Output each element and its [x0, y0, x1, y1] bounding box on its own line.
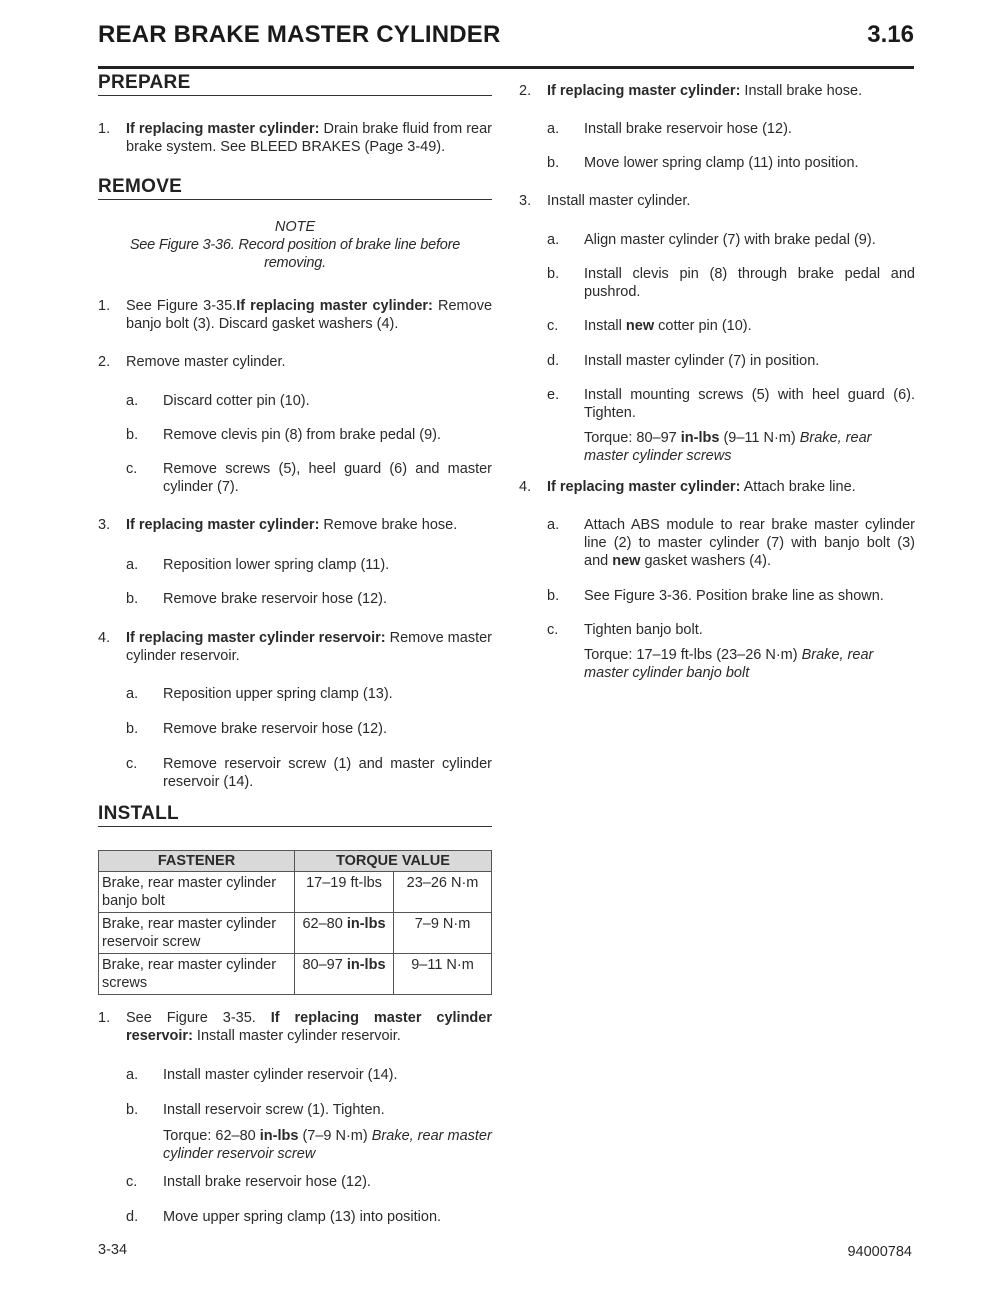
substep-text: Install clevis pin (8) through brake pedal and pushrod. — [584, 266, 915, 300]
torque-spec: Torque: 62–80 in-lbs (7–9 N·m) Brake, rear master cylinder reservoir screw — [163, 1128, 492, 1162]
substep-letter: a. — [547, 121, 560, 137]
substep-letter: b. — [547, 155, 560, 171]
document-number: 94000784 — [847, 1244, 912, 1260]
substep-text: Install new cotter pin (10). — [584, 318, 752, 334]
page-title: REAR BRAKE MASTER CYLINDER — [98, 21, 501, 48]
fastener-cell: Brake, rear master cylinder banjo bolt — [99, 872, 295, 913]
install-step-3e — [547, 386, 915, 422]
step-text: If replacing master cylinder: Remove brake hose. — [126, 517, 458, 533]
fastener-cell: Brake, rear master cylinder reservoir screw — [99, 913, 295, 954]
remove-step-3a — [126, 556, 492, 574]
substep-text: Remove clevis pin (8) from brake pedal (9). — [163, 427, 442, 443]
substep-letter: e. — [547, 387, 560, 403]
substep-text: See Figure 3-36. Position brake line as shown. — [584, 588, 884, 604]
substep-text: Install master cylinder (7) in position. — [584, 353, 820, 369]
note-title: NOTE — [274, 219, 316, 235]
page-header — [98, 21, 914, 69]
substep-text: Move lower spring clamp (11) into position. — [584, 155, 859, 171]
step-number: 4. — [98, 630, 111, 646]
substep-text: Attach ABS module to rear brake master cylinder line (2) to master cylinder (7) with banjo bolt (3) and new gasket washers (4). — [584, 517, 915, 569]
table-row — [99, 872, 492, 913]
step-text: Install master cylinder. — [547, 193, 691, 209]
step-text: If replacing master cylinder reservoir: Remove master cylinder reservoir. — [126, 630, 492, 664]
torque-metric-cell: 23–26 N·m — [394, 872, 492, 913]
install-step-3a — [547, 231, 915, 249]
step-number: 3. — [98, 517, 111, 533]
install-step-4a — [547, 516, 915, 570]
substep-letter: a. — [126, 393, 139, 409]
step-number: 1. — [98, 298, 111, 314]
install-step-2a — [547, 120, 915, 138]
substep-letter: d. — [547, 353, 560, 369]
substep-text: Install mounting screws (5) with heel guard (6). Tighten. — [584, 387, 915, 421]
substep-letter: b. — [126, 1102, 139, 1118]
step-text: See Figure 3-35. If replacing master cylinder reservoir: Install master cylinder reservoir. — [126, 1010, 492, 1044]
substep-letter: b. — [126, 591, 139, 607]
col-header-fastener: FASTENER — [99, 851, 295, 872]
step-number: 4. — [519, 479, 532, 495]
install-step-4c — [547, 621, 915, 639]
substep-letter: b. — [126, 427, 139, 443]
remove-step-4a — [126, 685, 492, 703]
substep-letter: b. — [547, 266, 560, 282]
substep-letter: b. — [547, 588, 560, 604]
step-number: 1. — [98, 1010, 111, 1026]
install-heading: INSTALL — [98, 805, 492, 827]
substep-text: Align master cylinder (7) with brake pedal (9). — [584, 232, 876, 248]
remove-step-4b — [126, 720, 492, 738]
remove-step-1 — [98, 297, 492, 333]
remove-step-4c — [126, 755, 492, 791]
remove-step-3 — [98, 516, 492, 534]
substep-text: Remove brake reservoir hose (12). — [163, 591, 388, 607]
install-step-4b — [547, 587, 915, 605]
install-step-3b — [547, 265, 915, 301]
torque-metric-cell: 9–11 N·m — [394, 954, 492, 995]
install-step-1 — [98, 1009, 492, 1045]
step-number: 2. — [98, 354, 111, 370]
step-text: See Figure 3-35.If replacing master cylinder: Remove banjo bolt (3). Discard gasket washers (4). — [126, 298, 493, 332]
substep-letter: c. — [126, 1174, 138, 1190]
substep-letter: a. — [126, 557, 139, 573]
fastener-cell: Brake, rear master cylinder screws — [99, 954, 295, 995]
remove-heading: REMOVE — [98, 178, 492, 200]
page-number: 3-34 — [98, 1242, 128, 1258]
install-step-3d — [547, 352, 915, 370]
substep-letter: a. — [547, 232, 560, 248]
substep-text: Remove brake reservoir hose (12). — [163, 721, 388, 737]
install-step-3c — [547, 317, 915, 335]
remove-step-4 — [98, 629, 492, 665]
step-number: 3. — [519, 193, 532, 209]
table-row — [99, 954, 492, 995]
step-text: If replacing master cylinder: Install brake hose. — [547, 83, 863, 99]
step-text: If replacing master cylinder: Drain brake fluid from rear brake system. See BLEED BRAKES (Page 3-49). — [126, 121, 492, 155]
install-step-1c — [126, 1173, 492, 1191]
install-step-1d — [126, 1208, 492, 1226]
substep-text: Install reservoir screw (1). Tighten. — [163, 1102, 385, 1118]
install-step-3 — [519, 192, 915, 210]
remove-step-2a — [126, 392, 492, 410]
install-step-1a — [126, 1066, 492, 1084]
torque-metric-cell: 7–9 N·m — [394, 913, 492, 954]
substep-text: Remove screws (5), heel guard (6) and master cylinder (7). — [163, 461, 492, 495]
torque-spec: Torque: 17–19 ft-lbs (23–26 N·m) Brake, rear master cylinder banjo bolt — [584, 647, 874, 681]
substep-letter: c. — [547, 622, 559, 638]
torque-table — [98, 850, 492, 995]
substep-letter: d. — [126, 1209, 139, 1225]
prepare-heading: PREPARE — [98, 74, 492, 96]
substep-letter: b. — [126, 721, 139, 737]
note-text: See Figure 3-36. Record position of brake line before removing. — [129, 237, 461, 271]
install-step-4 — [519, 478, 915, 496]
torque-spec: Torque: 80–97 in-lbs (9–11 N·m) Brake, rear master cylinder screws — [584, 430, 872, 464]
substep-letter: a. — [547, 517, 560, 533]
remove-step-2b — [126, 426, 492, 444]
substep-letter: a. — [126, 686, 139, 702]
install-step-2 — [519, 82, 915, 100]
col-header-torque: TORQUE VALUE — [295, 851, 492, 872]
remove-step-2 — [98, 353, 492, 371]
substep-letter: c. — [547, 318, 559, 334]
substep-text: Install master cylinder reservoir (14). — [163, 1067, 398, 1083]
substep-text: Reposition upper spring clamp (13). — [163, 686, 393, 702]
prepare-step-1 — [98, 120, 492, 156]
substep-text: Install brake reservoir hose (12). — [584, 121, 792, 137]
substep-text: Remove reservoir screw (1) and master cylinder reservoir (14). — [163, 756, 492, 790]
substep-text: Discard cotter pin (10). — [163, 393, 310, 409]
remove-step-2c — [126, 460, 492, 496]
step-number: 1. — [98, 121, 111, 137]
table-header-row — [99, 851, 492, 872]
substep-text: Install brake reservoir hose (12). — [163, 1174, 371, 1190]
substep-letter: c. — [126, 461, 138, 477]
install-step-2b — [547, 154, 915, 172]
install-step-1b — [126, 1101, 492, 1119]
substep-letter: c. — [126, 756, 138, 772]
torque-imperial-cell: 80–97 in-lbs — [295, 954, 394, 995]
substep-letter: a. — [126, 1067, 139, 1083]
section-number: 3.16 — [867, 21, 914, 48]
torque-imperial-cell: 62–80 in-lbs — [295, 913, 394, 954]
step-text: If replacing master cylinder: Attach brake line. — [547, 479, 856, 495]
remove-step-3b — [126, 590, 492, 608]
step-text: Remove master cylinder. — [126, 354, 286, 370]
substep-text: Tighten banjo bolt. — [584, 622, 703, 638]
step-number: 2. — [519, 83, 532, 99]
substep-text: Reposition lower spring clamp (11). — [163, 557, 390, 573]
substep-text: Move upper spring clamp (13) into position. — [163, 1209, 442, 1225]
torque-imperial-cell: 17–19 ft-lbs — [295, 872, 394, 913]
left-column — [98, 70, 492, 1226]
right-column — [519, 82, 915, 682]
table-row — [99, 913, 492, 954]
